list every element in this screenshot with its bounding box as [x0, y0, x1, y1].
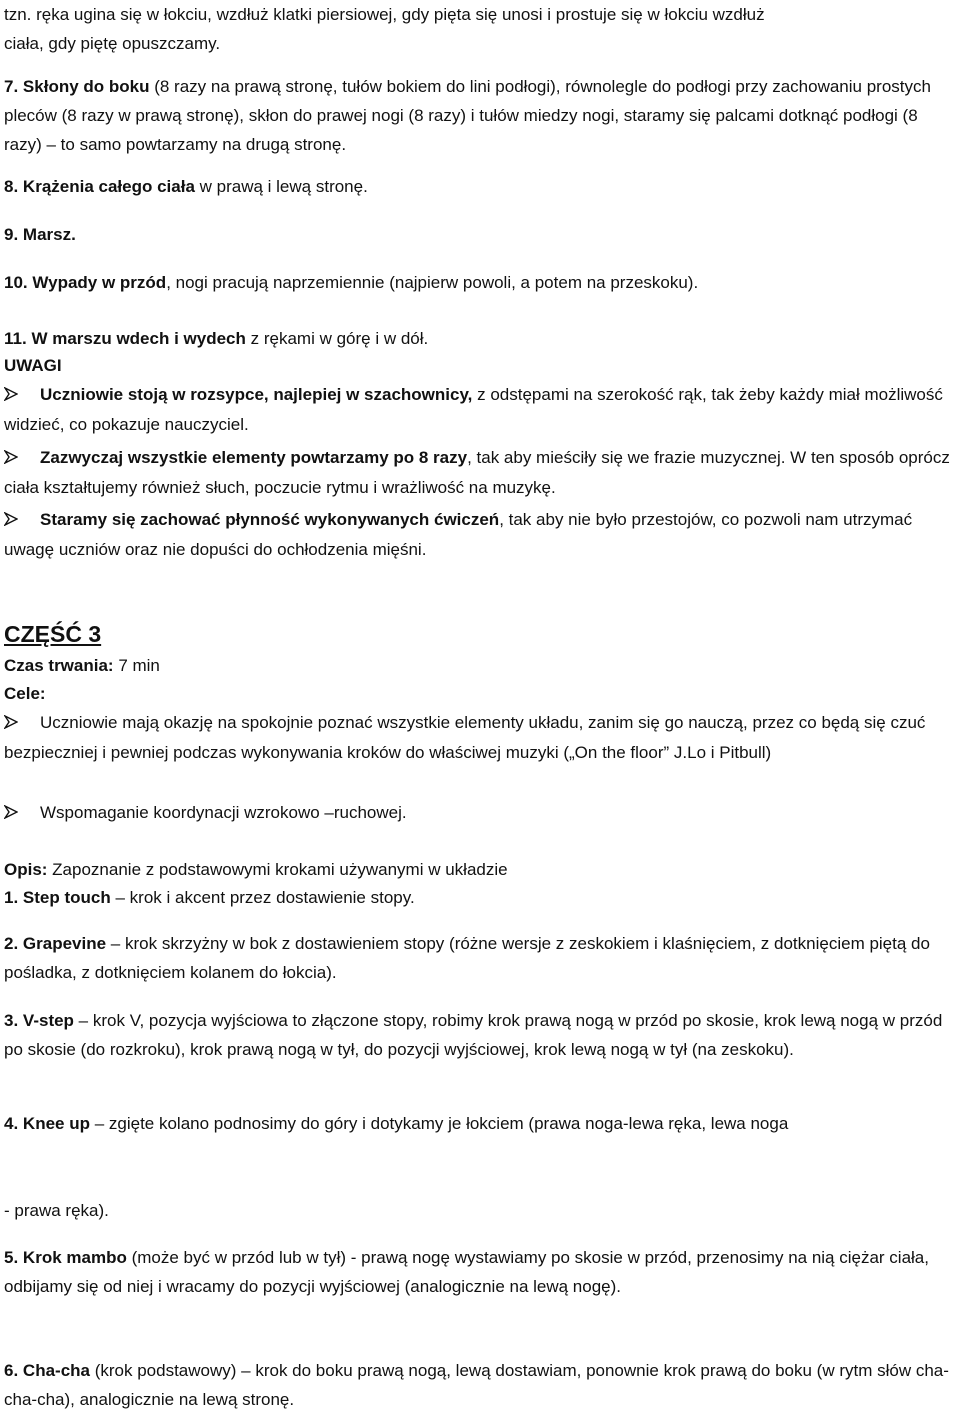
step-5 — [4, 1243, 956, 1301]
item-title: W marszu wdech i wydech — [31, 329, 246, 348]
notes-bullet-1 — [4, 380, 956, 439]
arrow-bullet-icon — [4, 506, 40, 535]
step-title: Krok mambo — [22, 1248, 127, 1267]
item-title: Krążenia całego ciała — [22, 177, 195, 196]
arrow-bullet-icon — [4, 381, 40, 410]
notes-title — [4, 351, 956, 380]
exercise-item-7 — [4, 72, 956, 159]
duration-label: Czas trwania: — [4, 656, 114, 675]
step-number: 5. — [4, 1248, 19, 1267]
goals-label-text: Cele: — [4, 684, 46, 703]
intro-paragraph — [4, 0, 956, 58]
goal-bullet-1 — [4, 708, 956, 767]
intro-line-2: ciała, gdy piętę opuszczamy. — [4, 34, 221, 53]
item-number: 7. — [4, 77, 19, 96]
item-text: w prawą i lewą stronę. — [194, 177, 368, 196]
step-text: – krok V, pozycja wyjściowa to złączone stopy, robimy krok prawą nogą w przód po skosie, krok lewą nogą w przód po skosie (do rozkroku), krok prawą nogą w tył, do pozycji wyjściowej, krok lewą nogą w tył (na zeskoku). — [4, 1011, 943, 1059]
item-number: 8. — [4, 177, 19, 196]
duration-value: 7 min — [113, 656, 160, 675]
bullet-bold: Zazwyczaj wszystkie elementy powtarzamy po 8 razy — [40, 448, 468, 467]
bullet-text: z odstępami na szerokość rąk, tak żeby każdy miał możliwość widzieć, co pokazuje nauczyciel. — [4, 385, 943, 434]
step-text: (krok podstawowy) – krok do boku prawą nogą, lewą dostawiam, ponownie krok prawą do boku (w rytm słów cha-cha-cha), analogicznie na lewą stronę. — [4, 1361, 949, 1409]
duration-line — [4, 651, 956, 680]
exercise-item-9 — [4, 220, 956, 249]
step-number: 1. — [4, 888, 19, 907]
item-title: Marsz. — [22, 225, 76, 244]
item-title: Skłony do boku — [22, 77, 150, 96]
section-heading: CZĘŚĆ 3 — [4, 621, 102, 647]
step-number: 4. — [4, 1114, 19, 1133]
item-number: 9. — [4, 225, 19, 244]
item-number: 11. — [4, 329, 27, 348]
item-number: 10. — [4, 273, 28, 292]
item-text: , nogi pracują naprzemiennie (najpierw powoli, a potem na przeskoku). — [166, 273, 699, 292]
notes-title-text: UWAGI — [4, 356, 62, 375]
step-number: 6. — [4, 1361, 19, 1380]
goal-bullet-2 — [4, 798, 956, 828]
step-4 — [4, 1109, 956, 1138]
step-number: 2. — [4, 934, 19, 953]
notes-bullet-3 — [4, 505, 956, 564]
step-title: Knee up — [22, 1114, 90, 1133]
arrow-bullet-icon — [4, 444, 40, 473]
step-6 — [4, 1356, 956, 1414]
step-text: – krok skrzyżny w bok z dostawieniem stopy (różne wersje z zeskokiem i klaśnięciem, z dotknięciem piętą do pośladka, z dotknięciem kolanem do łokcia). — [4, 934, 930, 982]
arrow-bullet-icon — [4, 709, 40, 738]
step-text: - prawa ręka). — [4, 1201, 109, 1220]
step-number: 3. — [4, 1011, 19, 1030]
goals-label — [4, 679, 956, 708]
description-label: Opis: — [4, 860, 48, 879]
goal-text: Uczniowie mają okazję na spokojnie poznać wszystkie elementy układu, zanim się go nauczą, przez co będą się czuć bezpieczniej i pewniej podczas wykonywania kroków do właściwej muzyki („On the floor” J.Lo i Pitbull) — [4, 713, 926, 762]
item-text: z rękami w górę i w dół. — [245, 329, 429, 348]
description-line — [4, 855, 956, 884]
step-title: Grapevine — [22, 934, 107, 953]
bullet-bold: Staramy się zachować płynność wykonywanych ćwiczeń — [40, 510, 500, 529]
step-text: (może być w przód lub w tył) - prawą nogę wystawiamy po skosie w przód, przenosimy na nią ciężar ciała, odbijamy się od niej i wracamy do pozycji wyjściowej (analogicznie na lewą nogę). — [4, 1248, 929, 1296]
bullet-text: , tak aby nie było przestojów, co pozwoli nam utrzymać uwagę uczniów oraz nie dopuści do ochłodzenia mięśni. — [4, 510, 913, 559]
step-2 — [4, 929, 956, 987]
step-text: – zgięte kolano podnosimy do góry i dotykamy je łokciem (prawa noga-lewa ręka, lewa noga — [89, 1114, 789, 1133]
step-1 — [4, 883, 956, 912]
bullet-text: , tak aby mieściły się we frazie muzycznej. W ten sposób oprócz ciała kształtujemy również słuch, poczucie rytmu i wrażliwość na muzykę. — [4, 448, 950, 497]
step-title: V-step — [22, 1011, 74, 1030]
item-text: (8 razy na prawą stronę, tułów bokiem do lini podłogi), równolegle do podłogi przy zachowaniu prostych pleców (8 razy w prawą stronę), skłon do prawej nogi (8 razy) i tułów miedzy nogi, staramy się palcami dotknąć podłogi (8 razy) – to samo powtarzamy na drugą stronę. — [4, 77, 931, 154]
exercise-item-11 — [4, 324, 956, 353]
bullet-bold: Uczniowie stoją w rozsypce, najlepiej w szachownicy, — [40, 385, 473, 404]
goal-text: Wspomaganie koordynacji wzrokowo –ruchowej. — [40, 803, 407, 822]
exercise-item-10 — [4, 268, 956, 297]
exercise-item-8 — [4, 172, 956, 201]
notes-bullet-2 — [4, 443, 956, 502]
arrow-bullet-icon — [4, 799, 40, 828]
intro-line-1: tzn. ręka ugina się w łokciu, wzdłuż klatki piersiowej, gdy pięta się unosi i prostuje się w łokciu wzdłuż — [4, 5, 765, 24]
step-title: Step touch — [22, 888, 111, 907]
step-4-continuation — [4, 1196, 956, 1225]
step-title: Cha-cha — [22, 1361, 90, 1380]
step-text: – krok i akcent przez dostawienie stopy. — [110, 888, 415, 907]
item-title: Wypady w przód — [32, 273, 167, 292]
step-3 — [4, 1006, 956, 1064]
description-text: Zapoznanie z podstawowymi krokami używanymi w układzie — [47, 860, 508, 879]
